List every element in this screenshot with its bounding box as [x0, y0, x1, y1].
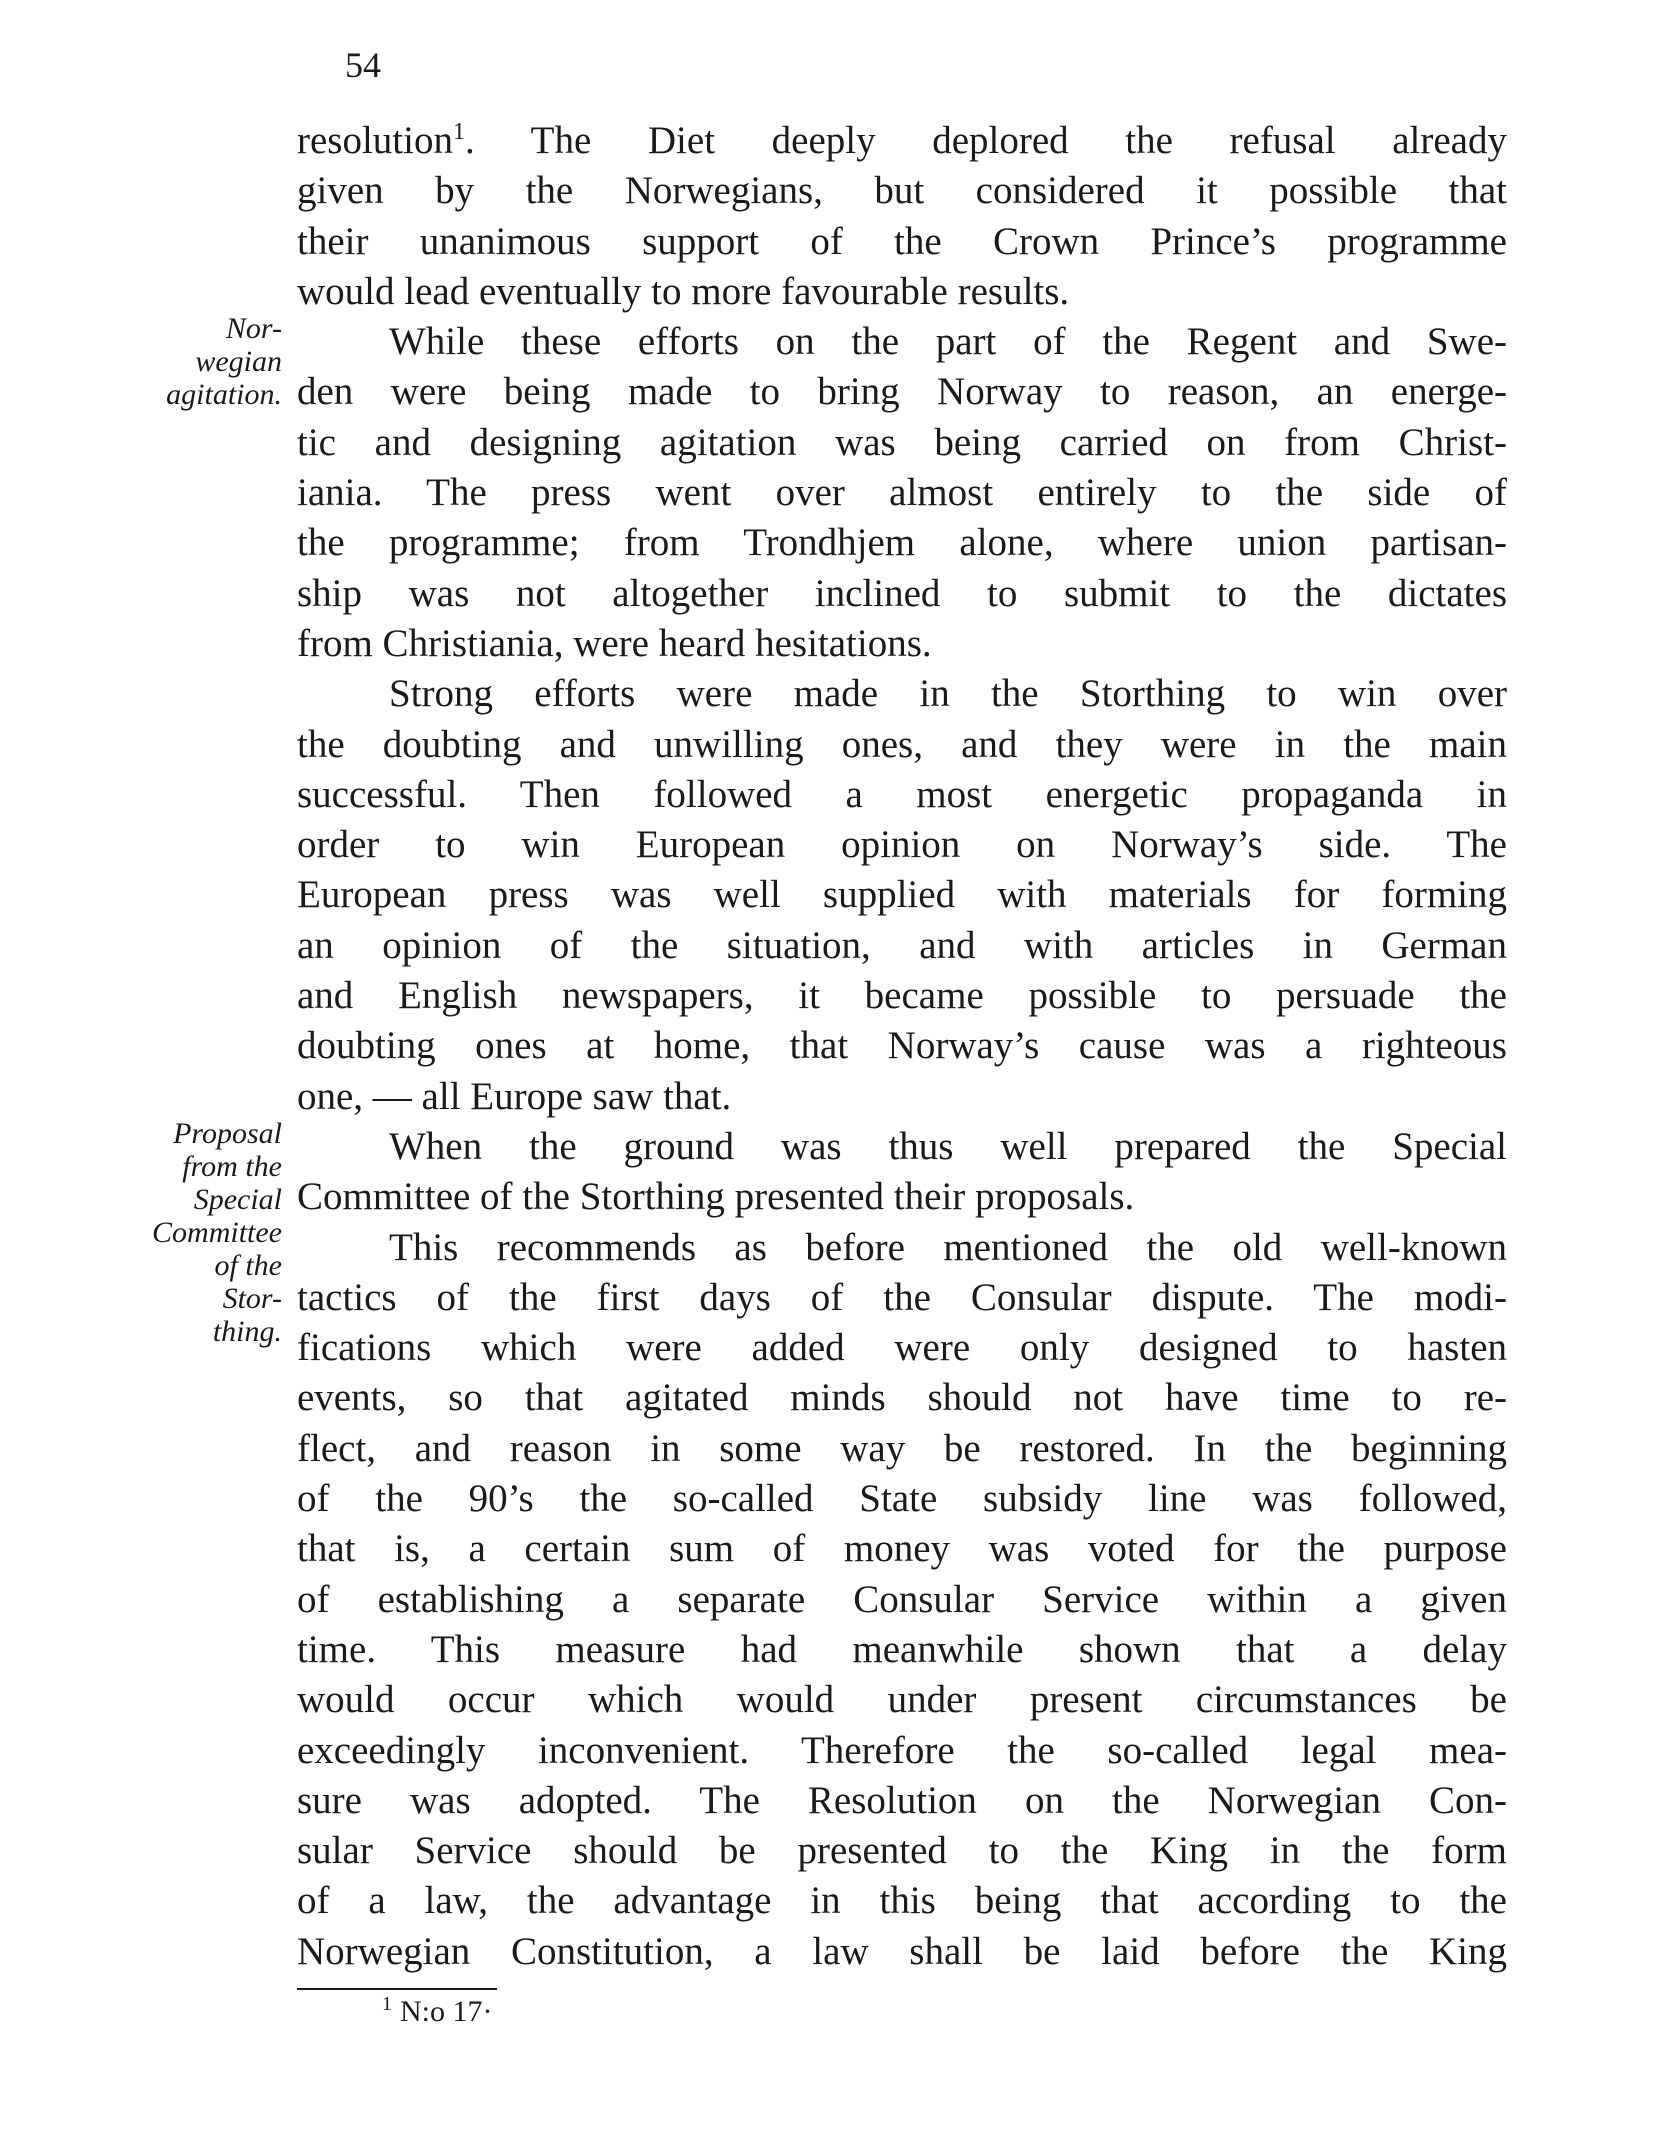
text-fragment: . The Diet deeply deplored the refusal already: [464, 119, 1507, 162]
text-fragment: resolution: [297, 119, 453, 162]
text-line: This recommends as before mentioned the old well-known: [389, 1225, 1507, 1269]
sidenote-line: Special: [193, 1183, 282, 1216]
sidenote-line: Committee: [152, 1216, 282, 1249]
sidenote-line: agitation.: [166, 378, 282, 411]
text-line: an opinion of the situation, and with articles in German: [297, 923, 1507, 967]
text-line: would lead eventually to more favourable results.: [297, 269, 1070, 313]
text-line: of the 90’s the so-called State subsidy line was followed,: [297, 1477, 1507, 1521]
text-line: time. This measure had meanwhile shown that a delay: [297, 1627, 1507, 1671]
footnote-divider: [297, 1988, 497, 1990]
page-number: 54: [345, 45, 381, 85]
text-line: exceedingly inconvenient. Therefore the so-called legal mea-: [297, 1728, 1507, 1772]
footnote-mark: 1: [382, 1993, 392, 2015]
text-line: flect, and reason in some way be restored. In the beginning: [297, 1426, 1507, 1470]
text-line: would occur which would under present circumstances be: [297, 1678, 1507, 1722]
text-line: sure was adopted. The Resolution on the Norwegian Con-: [297, 1778, 1507, 1822]
text-line: doubting ones at home, that Norway’s cause was a righteous: [297, 1024, 1507, 1068]
text-line: Committee of the Storthing presented their proposals.: [297, 1175, 1135, 1219]
text-line: of a law, the advantage in this being that according to the: [297, 1879, 1507, 1923]
text-line: While these efforts on the part of the Regent and Swe-: [389, 320, 1507, 364]
text-line: [297, 116, 1507, 166]
text-line: sular Service should be presented to the King in the form: [297, 1829, 1507, 1873]
text-line: from Christiania, were heard hesitations.: [297, 621, 932, 665]
body-text: [297, 116, 1507, 1977]
text-line: given by the Norwegians, but considered it possible that: [297, 169, 1507, 213]
text-line: ship was not altogether inclined to submit to the dictates: [297, 571, 1507, 615]
text-line: that is, a certain sum of money was voted for the purpose: [297, 1527, 1507, 1571]
text-line: the programme; from Trondhjem alone, where union partisan-: [297, 521, 1507, 565]
text-line: tactics of the first days of the Consular dispute. The modi-: [297, 1275, 1507, 1319]
text-line: one, — all Europe saw that.: [297, 1074, 732, 1118]
footnote-reference: 1: [452, 119, 465, 145]
sidenote-line: from the: [182, 1150, 282, 1183]
text-line: their unanimous support of the Crown Prince’s programme: [297, 219, 1507, 263]
text-line: successful. Then followed a most energetic propaganda in: [297, 772, 1507, 816]
sidenote-norwegian-agitation: [166, 312, 282, 411]
sidenote-proposal: [152, 1117, 282, 1348]
text-line: order to win European opinion on Norway’s side. The: [297, 823, 1507, 867]
text-line: Strong efforts were made in the Storthing to win over: [389, 672, 1507, 716]
text-line: European press was well supplied with materials for forming: [297, 873, 1507, 917]
text-line: tic and designing agitation was being carried on from Christ-: [297, 420, 1507, 464]
text-line: and English newspapers, it became possible to persuade the: [297, 974, 1507, 1018]
text-line: of establishing a separate Consular Service within a given: [297, 1577, 1507, 1621]
footnote-text: N:o 17·: [400, 1995, 493, 2028]
footnote: [382, 1992, 493, 2032]
sidenote-line: Nor-: [225, 312, 282, 345]
text-line: Norwegian Constitution, a law shall be laid before the King: [297, 1929, 1507, 1973]
text-line: the doubting and unwilling ones, and they were in the main: [297, 722, 1507, 766]
sidenote-line: thing.: [212, 1315, 282, 1348]
sidenote-line: wegian: [195, 345, 282, 378]
sidenote-line: Stor-: [222, 1282, 282, 1315]
text-line: When the ground was thus well prepared the Special: [389, 1124, 1507, 1168]
text-line: fications which were added were only designed to hasten: [297, 1326, 1507, 1370]
text-line: events, so that agitated minds should not have time to re-: [297, 1376, 1507, 1420]
text-line: iania. The press went over almost entirely to the side of: [297, 471, 1507, 515]
sidenote-line: Proposal: [173, 1117, 282, 1150]
sidenote-line: of the: [214, 1249, 282, 1282]
text-line: den were being made to bring Norway to reason, an energe-: [297, 370, 1507, 414]
